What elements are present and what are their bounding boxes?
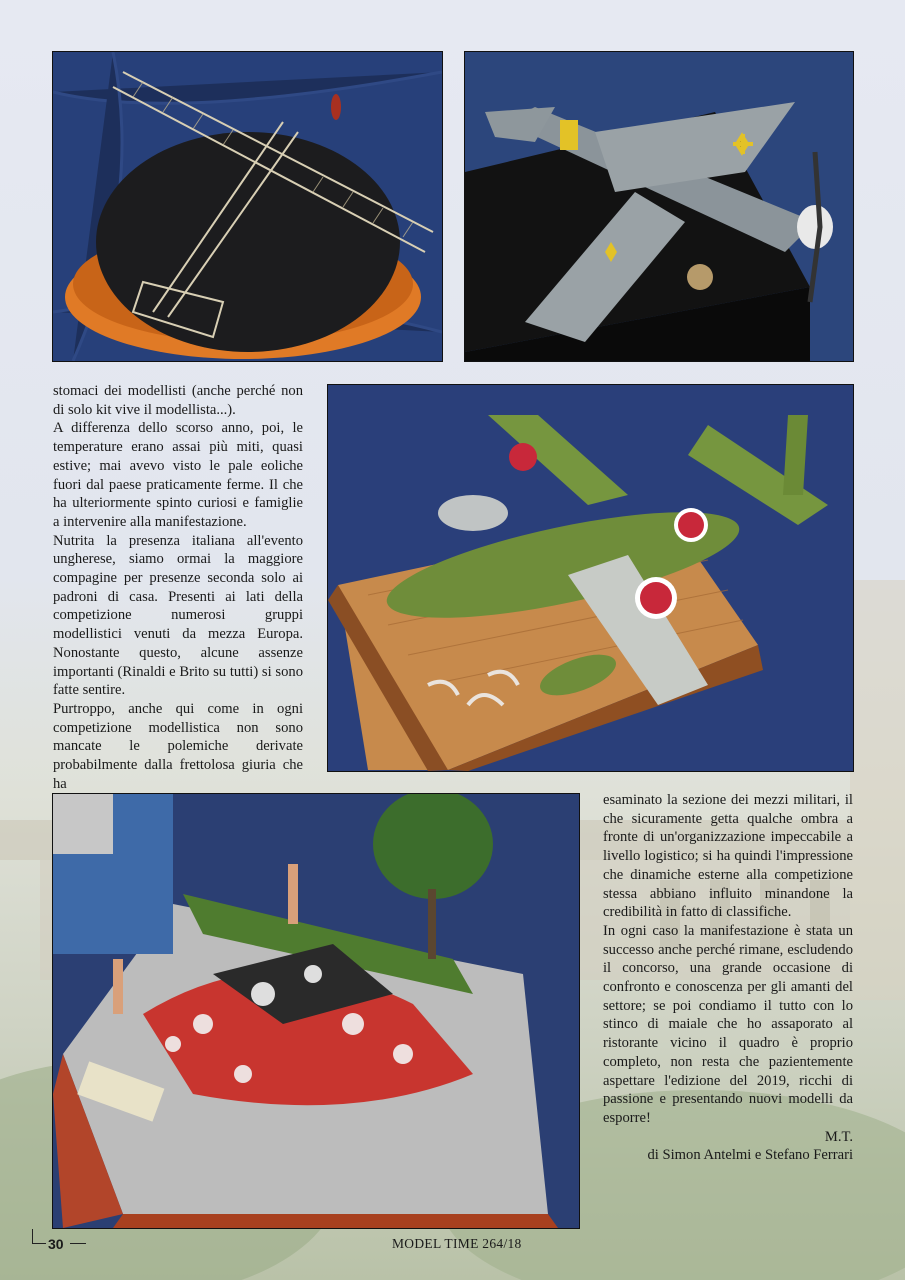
page-number: 30 [48,1236,64,1252]
paragraph: Nutrita la presenza italiana all'evento ungherese, siamo ormai la maggiore compagine per presenze seconda solo ai padroni di casa. Presenti ai lati della competizione numerosi gruppi modellistici venuti da mezza Europa. Nonostante questo, alcune assenze importanti (Rinaldi e Brito su tutti) si sono fatte sentire. [53,532,303,699]
photo-carwash-diorama [52,793,580,1229]
paragraph: Purtroppo, anche qui come in ogni competizione modellistica non sono mancate le polemiche derivate probabilmente dalla frettolosa giuria che ha [53,700,303,792]
footer-rule-right [70,1243,86,1244]
article-column-2 [603,791,853,1165]
paragraph: A differenza dello scorso anno, poi, le temperature erano assai più miti, quasi estive; mai avevo visto le pale eoliche fuori dal paese praticamente ferme. Il che ha ulteriormente spinto curiosi e famiglie a intervenire alla manifestazione. [53,420,303,530]
signature-initials: M.T. [824,1128,853,1145]
paragraph: esaminato la sezione dei mezzi militari, il che sicuramente getta qualche ombra a fronte di un'organizzazione impeccabile a livello logistico; si ha quindi l'impressione che dinamiche esterne alla competizione stessa abbiano influito minandone la credibilità in fatto di classifiche. [603,792,853,921]
magazine-issue: MODEL TIME 264/18 [392,1236,522,1251]
photo-biplane [52,51,443,362]
footer-rule-left-h [32,1243,46,1244]
article-column-1 [53,382,303,793]
photo-fighter [464,51,854,362]
paragraph: stomaci dei modellisti (anche perché non di solo kit vive il modellista...). [53,383,303,418]
footer-rule-left [32,1229,33,1243]
photo-jet-diorama [327,384,854,772]
paragraph: In ogni caso la manifestazione è stata un successo anche perché rimane, escludendo il concorso, una grande occasione di confronto e conoscenza per gli amanti del settore; se poi condiamo il tutto con lo stinco di maiale che ho assaporato al ristorante vicino il quadro è proprio completo, non resta che pazientemente aspettare l'edizione del 2019, ricchi di passione e presentando nuovi modelli da esporre! [603,922,853,1126]
author-credits: di Simon Antelmi e Stefano Ferrari [647,1147,853,1164]
